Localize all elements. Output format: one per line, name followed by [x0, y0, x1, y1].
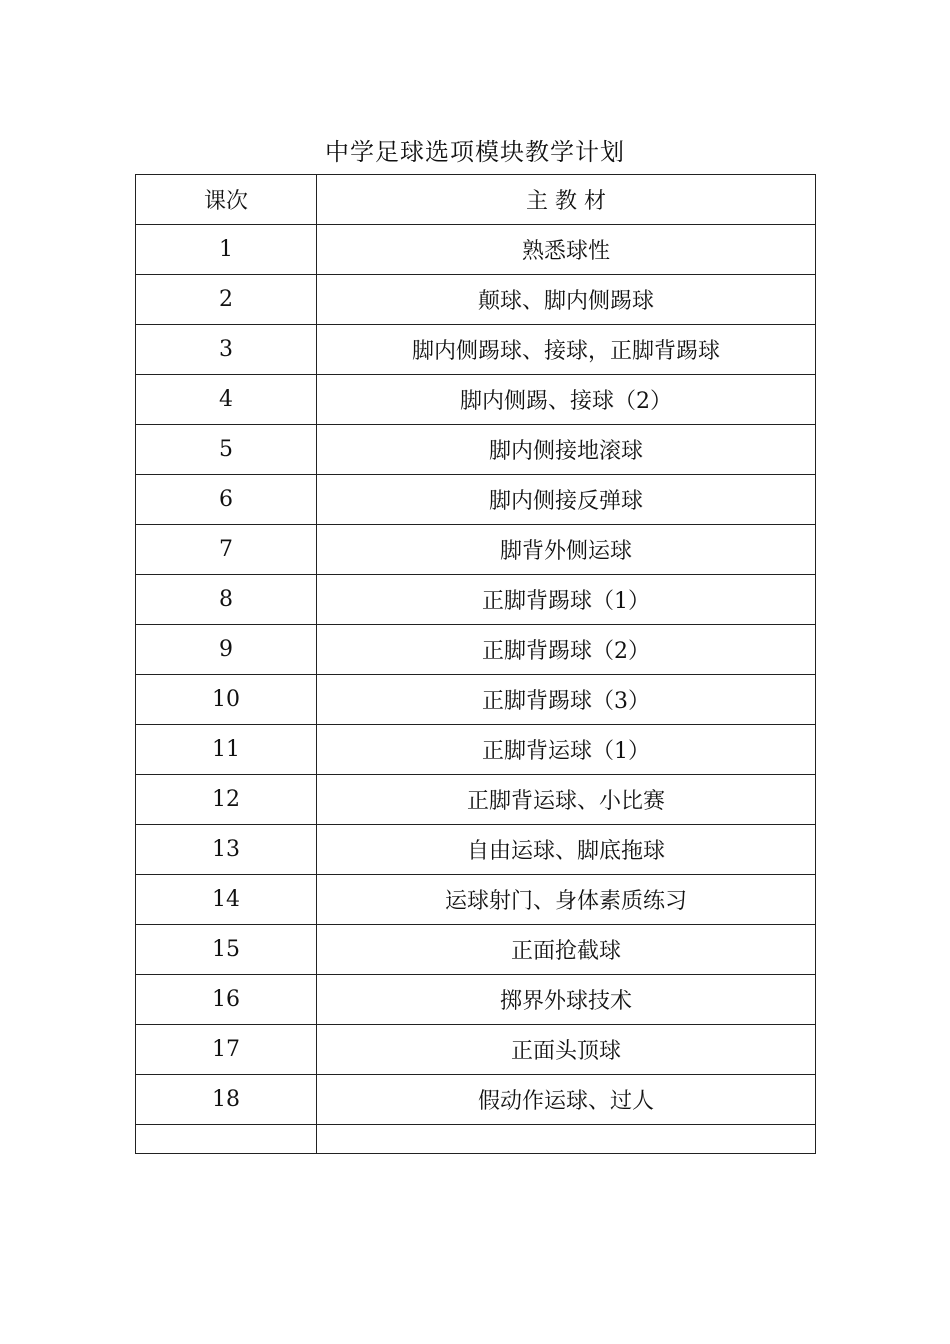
- table-row: [136, 1025, 816, 1075]
- lesson-material: 脚内侧踢、接球（2）: [317, 375, 816, 425]
- lesson-number: 4: [136, 375, 317, 425]
- lesson-material: 正面抢截球: [317, 925, 816, 975]
- lesson-material: 正面头顶球: [317, 1025, 816, 1075]
- column-header-lesson: 课次: [136, 175, 317, 225]
- table-row: [136, 225, 816, 275]
- page-title: 中学足球选项模块教学计划: [325, 138, 625, 166]
- lesson-number: 3: [136, 325, 317, 375]
- lesson-material: 正脚背踢球（1）: [317, 575, 816, 625]
- table-row: [136, 575, 816, 625]
- lesson-material: 自由运球、脚底拖球: [317, 825, 816, 875]
- lesson-material: 熟悉球性: [317, 225, 816, 275]
- empty-table-row: [136, 1125, 816, 1154]
- lesson-number: 5: [136, 425, 317, 475]
- table-row: [136, 1075, 816, 1125]
- table-row: [136, 625, 816, 675]
- table-row: [136, 775, 816, 825]
- table-row: [136, 725, 816, 775]
- lesson-plan-table: [135, 174, 816, 1154]
- table-row: [136, 525, 816, 575]
- table-row: [136, 325, 816, 375]
- lesson-number: 13: [136, 825, 317, 875]
- table-row: [136, 975, 816, 1025]
- lesson-material: 掷界外球技术: [317, 975, 816, 1025]
- table-row: [136, 275, 816, 325]
- lesson-material: 正脚背运球、小比赛: [317, 775, 816, 825]
- lesson-number: 17: [136, 1025, 317, 1075]
- lesson-number: 15: [136, 925, 317, 975]
- empty-cell: [136, 1125, 317, 1154]
- lesson-number: 6: [136, 475, 317, 525]
- table-row: [136, 875, 816, 925]
- table-header-row: [136, 175, 816, 225]
- table-row: [136, 825, 816, 875]
- table-row: [136, 475, 816, 525]
- lesson-material: 正脚背运球（1）: [317, 725, 816, 775]
- lesson-material: 颠球、脚内侧踢球: [317, 275, 816, 325]
- lesson-number: 8: [136, 575, 317, 625]
- lesson-number: 18: [136, 1075, 317, 1125]
- lesson-number: 1: [136, 225, 317, 275]
- lesson-number: 2: [136, 275, 317, 325]
- lesson-number: 7: [136, 525, 317, 575]
- table-row: [136, 425, 816, 475]
- lesson-number: 14: [136, 875, 317, 925]
- lesson-material: 脚背外侧运球: [317, 525, 816, 575]
- table-row: [136, 375, 816, 425]
- lesson-material: 正脚背踢球（2）: [317, 625, 816, 675]
- table-row: [136, 925, 816, 975]
- lesson-material: 脚内侧接地滚球: [317, 425, 816, 475]
- lesson-material: 假动作运球、过人: [317, 1075, 816, 1125]
- lesson-material: 脚内侧踢球、接球，正脚背踢球: [317, 325, 816, 375]
- lesson-material: 脚内侧接反弹球: [317, 475, 816, 525]
- lesson-number: 12: [136, 775, 317, 825]
- lesson-number: 9: [136, 625, 317, 675]
- empty-cell: [317, 1125, 816, 1154]
- table-row: [136, 675, 816, 725]
- column-header-material: 主 教 材: [317, 175, 816, 225]
- lesson-material: 运球射门、身体素质练习: [317, 875, 816, 925]
- lesson-material: 正脚背踢球（3）: [317, 675, 816, 725]
- lesson-number: 10: [136, 675, 317, 725]
- lesson-number: 16: [136, 975, 317, 1025]
- lesson-number: 11: [136, 725, 317, 775]
